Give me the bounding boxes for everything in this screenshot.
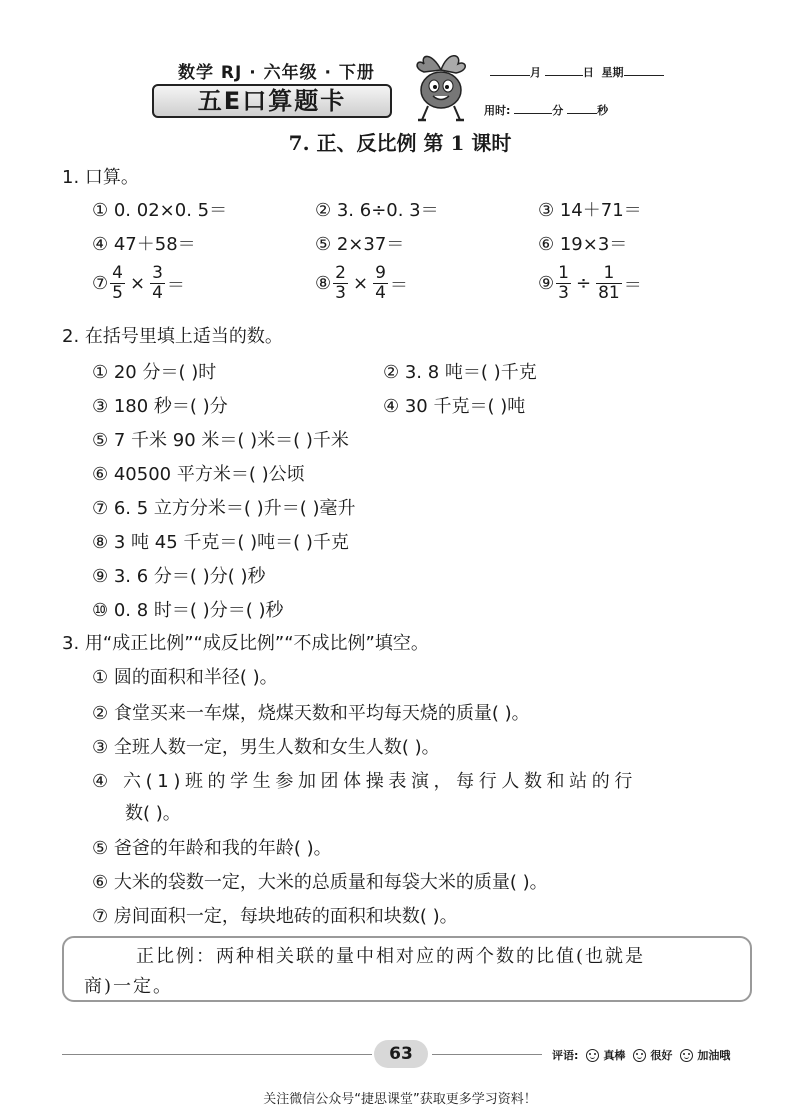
sec1-item-5[interactable]: ⑤ 2×37＝ [315,234,405,255]
sec3-item-1[interactable]: ① 圆的面积和半径( )。 [92,667,278,688]
minutes-label: 分 [552,104,564,117]
definition-line-1: 正比例：两种相关联的量中相对应的两个数的比值(也就是 [136,946,646,967]
time-used-line [484,102,608,118]
operator: ÷ [575,273,592,294]
sec2-item-8[interactable]: ⑧ 3 吨 45 千克＝( )吨＝( )千克 [92,532,349,553]
book-subtitle: 数学 RJ · 六年级 · 下册 [178,63,375,83]
fraction: $\frac{4}{5}$ [112,263,123,303]
review-great: 真棒 [603,1049,626,1062]
sec2-item-4[interactable]: ④ 30 千克＝( )吨 [383,396,526,417]
item-index: ⑧ [315,273,332,294]
great-face-icon[interactable] [586,1049,599,1062]
minutes-blank[interactable] [514,103,552,114]
sec3-item-6[interactable]: ⑥ 大米的袋数一定，大米的总质量和每袋大米的质量( )。 [92,872,548,893]
wechat-promo-note: 关注微信公众号“捷思课堂”获取更多学习资料！ [263,1092,537,1107]
operator: × [129,273,146,294]
item-index: ⑦ [92,273,109,294]
review-label: 评语: [552,1049,579,1062]
sec2-item-2[interactable]: ② 3. 8 吨＝( )千克 [383,362,537,383]
sec2-item-9[interactable]: ⑨ 3. 6 分＝( )分( )秒 [92,566,266,587]
sec3-item-4[interactable]: ④ 六(1)班的学生参加团体操表演，每行人数和站的行 [92,771,637,792]
fraction: $\frac{3}{4}$ [152,263,163,303]
review-good: 很好 [650,1049,673,1062]
sec2-item-7[interactable]: ⑦ 6. 5 立方分米＝( )升＝( )毫升 [92,498,356,519]
sec2-item-10[interactable]: ⑩ 0. 8 时＝( )分＝( )秒 [92,600,284,621]
sec1-item-2[interactable]: ② 3. 6÷0. 3＝ [315,200,439,221]
page-number: 63 [374,1040,428,1068]
section-3-heading: 3. 用“成正比例”“成反比例”“不成比例”填空。 [62,633,429,654]
footer-divider-right [432,1054,542,1055]
weekday-label: 星期 [601,66,624,79]
equals-sign: ＝ [389,274,408,296]
operator: × [352,273,369,294]
seconds-blank[interactable] [567,103,597,114]
section-2-heading: 2. 在括号里填上适当的数。 [62,326,283,347]
sec1-item-9[interactable] [538,264,642,303]
fraction: $\frac{9}{4}$ [375,263,386,303]
review-bar [552,1047,730,1063]
sec2-item-5[interactable]: ⑤ 7 千米 90 米＝( )米＝( )千米 [92,430,349,451]
day-label: 日 [582,66,594,79]
keep-trying-face-icon[interactable] [680,1049,693,1062]
weekday-blank[interactable] [624,65,664,76]
month-blank[interactable] [490,65,530,76]
sec3-item-4-continued[interactable]: 数( )。 [125,803,181,824]
equals-sign: ＝ [166,274,185,296]
seconds-label: 秒 [597,104,609,117]
card-title-banner [152,84,392,118]
sec3-item-2[interactable]: ② 食堂买来一车煤，烧煤天数和平均每天烧的质量( )。 [92,703,530,724]
sec1-item-7[interactable] [92,264,185,303]
definition-text [84,942,734,1002]
date-line [490,64,664,80]
time-used-label: 用时: [484,104,511,117]
sec1-item-8[interactable] [315,264,408,303]
footer-divider-left [62,1054,372,1055]
section-1-heading: 1. 口算。 [62,167,139,188]
card-title: 五E口算题卡 [197,87,347,115]
sec3-item-7[interactable]: ⑦ 房间面积一定，每块地砖的面积和块数( )。 [92,906,458,927]
fraction: $\frac{1}{3}$ [558,263,569,303]
sec3-item-3[interactable]: ③ 全班人数一定，男生人数和女生人数( )。 [92,737,440,758]
sec2-item-1[interactable]: ① 20 分＝( )时 [92,362,217,383]
lesson-title: 7. 正、反比例 第 1 课时 [288,131,512,155]
sec2-item-3[interactable]: ③ 180 秒＝( )分 [92,396,228,417]
sec1-item-6[interactable]: ⑥ 19×3＝ [538,234,628,255]
sec1-item-1[interactable]: ① 0. 02×0. 5＝ [92,200,228,221]
sec1-item-3[interactable]: ③ 14＋71＝ [538,200,642,221]
good-face-icon[interactable] [633,1049,646,1062]
month-label: 月 [530,66,541,79]
item-index: ⑨ [538,273,555,294]
review-keep-trying: 加油哦 [697,1049,731,1062]
definition-line-2: 商)一定。 [84,976,174,997]
sec2-item-6[interactable]: ⑥ 40500 平方米＝( )公顷 [92,464,305,485]
sec3-item-5[interactable]: ⑤ 爸爸的年龄和我的年龄( )。 [92,838,332,859]
sec1-item-4[interactable]: ④ 47＋58＝ [92,234,196,255]
radish-mascot-icon [410,48,472,124]
day-blank[interactable] [545,65,583,76]
equals-sign: ＝ [623,274,642,296]
fraction: $\frac{2}{3}$ [335,263,346,303]
fraction: $\frac{1}{81}$ [598,263,620,303]
